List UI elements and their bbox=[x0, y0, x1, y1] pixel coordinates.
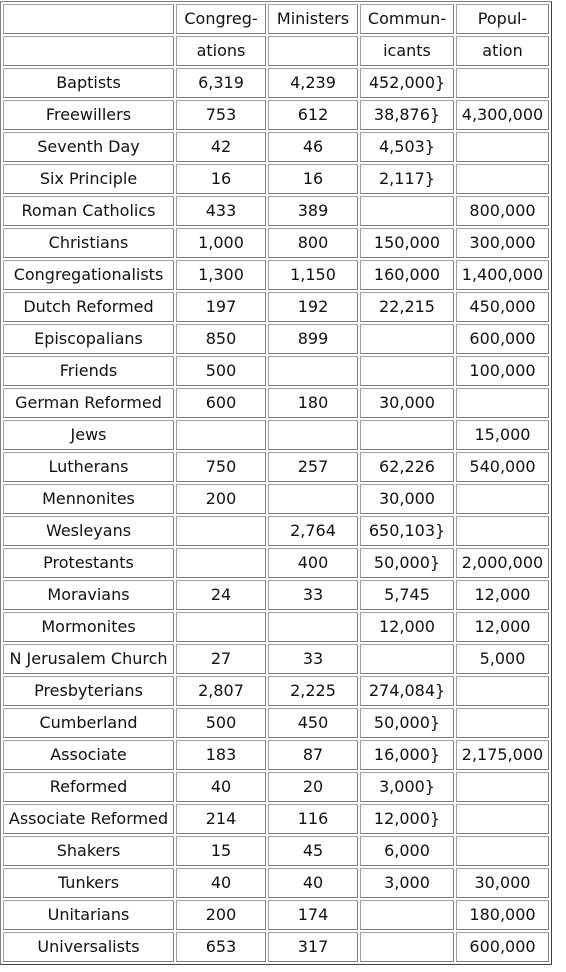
cell-population: 12,000 bbox=[456, 580, 549, 610]
cell-denomination: Moravians bbox=[3, 580, 174, 610]
cell-denomination: Presbyterians bbox=[3, 676, 174, 706]
cell-denomination: Tunkers bbox=[3, 868, 174, 898]
table-row bbox=[3, 388, 549, 418]
cell-population: 1,400,000 bbox=[456, 260, 549, 290]
cell-denomination: Seventh Day bbox=[3, 132, 174, 162]
cell-population: 100,000 bbox=[456, 356, 549, 386]
cell-population bbox=[456, 708, 549, 738]
cell-population: 540,000 bbox=[456, 452, 549, 482]
cell-ministers: 40 bbox=[268, 868, 358, 898]
cell-denomination: Shakers bbox=[3, 836, 174, 866]
cell-ministers: 174 bbox=[268, 900, 358, 930]
cell-communicants: 160,000 bbox=[360, 260, 454, 290]
cell-population bbox=[456, 836, 549, 866]
cell-ministers: 4,239 bbox=[268, 68, 358, 98]
cell-population: 2,000,000 bbox=[456, 548, 549, 578]
cell-communicants: 12,000 bbox=[360, 612, 454, 642]
header-cell-congregations: ations bbox=[176, 36, 266, 66]
cell-congregations: 197 bbox=[176, 292, 266, 322]
cell-ministers: 87 bbox=[268, 740, 358, 770]
table-row bbox=[3, 932, 549, 962]
cell-congregations: 42 bbox=[176, 132, 266, 162]
cell-population: 30,000 bbox=[456, 868, 549, 898]
cell-congregations: 24 bbox=[176, 580, 266, 610]
cell-ministers: 33 bbox=[268, 580, 358, 610]
table-row bbox=[3, 196, 549, 226]
cell-communicants: 50,000} bbox=[360, 548, 454, 578]
cell-population bbox=[456, 804, 549, 834]
cell-denomination: N Jerusalem Church bbox=[3, 644, 174, 674]
table-row bbox=[3, 324, 549, 354]
cell-congregations: 2,807 bbox=[176, 676, 266, 706]
cell-population: 4,300,000 bbox=[456, 100, 549, 130]
cell-denomination: Mormonites bbox=[3, 612, 174, 642]
cell-congregations: 40 bbox=[176, 868, 266, 898]
cell-congregations: 850 bbox=[176, 324, 266, 354]
cell-ministers: 899 bbox=[268, 324, 358, 354]
cell-denomination: Cumberland bbox=[3, 708, 174, 738]
cell-congregations: 500 bbox=[176, 708, 266, 738]
table-row bbox=[3, 228, 549, 258]
cell-denomination: Roman Catholics bbox=[3, 196, 174, 226]
cell-population bbox=[456, 516, 549, 546]
table-row bbox=[3, 356, 549, 386]
cell-ministers: 45 bbox=[268, 836, 358, 866]
table-row bbox=[3, 132, 549, 162]
cell-communicants: 650,103} bbox=[360, 516, 454, 546]
cell-congregations: 653 bbox=[176, 932, 266, 962]
cell-ministers: 192 bbox=[268, 292, 358, 322]
cell-communicants bbox=[360, 900, 454, 930]
cell-communicants: 62,226 bbox=[360, 452, 454, 482]
cell-denomination: Six Principle bbox=[3, 164, 174, 194]
table-row bbox=[3, 740, 549, 770]
table-row bbox=[3, 484, 549, 514]
cell-communicants bbox=[360, 644, 454, 674]
cell-communicants: 30,000 bbox=[360, 388, 454, 418]
cell-ministers bbox=[268, 484, 358, 514]
cell-population: 5,000 bbox=[456, 644, 549, 674]
table-row bbox=[3, 260, 549, 290]
table-row bbox=[3, 452, 549, 482]
cell-denomination: German Reformed bbox=[3, 388, 174, 418]
table-row bbox=[3, 644, 549, 674]
cell-ministers: 46 bbox=[268, 132, 358, 162]
cell-communicants bbox=[360, 196, 454, 226]
cell-communicants: 22,215 bbox=[360, 292, 454, 322]
table-row bbox=[3, 804, 549, 834]
cell-congregations: 16 bbox=[176, 164, 266, 194]
cell-congregations bbox=[176, 548, 266, 578]
cell-population: 12,000 bbox=[456, 612, 549, 642]
cell-denomination: Mennonites bbox=[3, 484, 174, 514]
cell-ministers: 2,225 bbox=[268, 676, 358, 706]
cell-ministers: 16 bbox=[268, 164, 358, 194]
cell-population bbox=[456, 132, 549, 162]
cell-population: 15,000 bbox=[456, 420, 549, 450]
cell-congregations: 200 bbox=[176, 484, 266, 514]
table-row bbox=[3, 772, 549, 802]
cell-population bbox=[456, 772, 549, 802]
cell-communicants: 30,000 bbox=[360, 484, 454, 514]
cell-communicants: 4,503} bbox=[360, 132, 454, 162]
cell-population bbox=[456, 388, 549, 418]
cell-denomination: Freewillers bbox=[3, 100, 174, 130]
cell-congregations: 750 bbox=[176, 452, 266, 482]
cell-denomination: Universalists bbox=[3, 932, 174, 962]
cell-population: 800,000 bbox=[456, 196, 549, 226]
cell-congregations: 27 bbox=[176, 644, 266, 674]
cell-ministers: 180 bbox=[268, 388, 358, 418]
cell-congregations: 214 bbox=[176, 804, 266, 834]
cell-ministers bbox=[268, 420, 358, 450]
table-row bbox=[3, 68, 549, 98]
cell-congregations: 183 bbox=[176, 740, 266, 770]
cell-congregations: 15 bbox=[176, 836, 266, 866]
table-row bbox=[3, 900, 549, 930]
cell-ministers: 2,764 bbox=[268, 516, 358, 546]
cell-population bbox=[456, 676, 549, 706]
cell-denomination: Associate Reformed bbox=[3, 804, 174, 834]
cell-population: 600,000 bbox=[456, 324, 549, 354]
cell-denomination: Protestants bbox=[3, 548, 174, 578]
cell-communicants: 150,000 bbox=[360, 228, 454, 258]
table-row bbox=[3, 164, 549, 194]
header-cell-population: Popul- bbox=[456, 4, 549, 34]
cell-population: 300,000 bbox=[456, 228, 549, 258]
table-body bbox=[3, 4, 549, 962]
cell-congregations: 600 bbox=[176, 388, 266, 418]
table-row bbox=[3, 612, 549, 642]
table-row bbox=[3, 580, 549, 610]
header-cell-ministers bbox=[268, 36, 358, 66]
cell-congregations: 500 bbox=[176, 356, 266, 386]
table-row bbox=[3, 836, 549, 866]
cell-population bbox=[456, 484, 549, 514]
cell-congregations: 753 bbox=[176, 100, 266, 130]
cell-denomination: Baptists bbox=[3, 68, 174, 98]
cell-denomination: Christians bbox=[3, 228, 174, 258]
cell-congregations: 6,319 bbox=[176, 68, 266, 98]
cell-population: 180,000 bbox=[456, 900, 549, 930]
header-row bbox=[3, 36, 549, 66]
cell-communicants: 2,117} bbox=[360, 164, 454, 194]
cell-denomination: Lutherans bbox=[3, 452, 174, 482]
cell-ministers: 389 bbox=[268, 196, 358, 226]
cell-congregations: 200 bbox=[176, 900, 266, 930]
cell-communicants bbox=[360, 420, 454, 450]
cell-ministers bbox=[268, 612, 358, 642]
cell-congregations: 1,300 bbox=[176, 260, 266, 290]
cell-ministers: 612 bbox=[268, 100, 358, 130]
cell-denomination: Jews bbox=[3, 420, 174, 450]
cell-denomination: Friends bbox=[3, 356, 174, 386]
cell-ministers: 400 bbox=[268, 548, 358, 578]
header-cell-communicants: icants bbox=[360, 36, 454, 66]
cell-communicants: 38,876} bbox=[360, 100, 454, 130]
cell-communicants bbox=[360, 324, 454, 354]
cell-communicants: 50,000} bbox=[360, 708, 454, 738]
cell-population: 600,000 bbox=[456, 932, 549, 962]
cell-communicants: 3,000} bbox=[360, 772, 454, 802]
table-row bbox=[3, 708, 549, 738]
table-row bbox=[3, 868, 549, 898]
table-row bbox=[3, 420, 549, 450]
table-container bbox=[0, 1, 552, 965]
table-row bbox=[3, 100, 549, 130]
table-row bbox=[3, 676, 549, 706]
cell-communicants bbox=[360, 356, 454, 386]
header-cell-denomination bbox=[3, 36, 174, 66]
cell-congregations: 1,000 bbox=[176, 228, 266, 258]
table-row bbox=[3, 292, 549, 322]
header-cell-ministers: Ministers bbox=[268, 4, 358, 34]
cell-ministers: 800 bbox=[268, 228, 358, 258]
cell-population bbox=[456, 68, 549, 98]
cell-ministers: 317 bbox=[268, 932, 358, 962]
cell-ministers: 116 bbox=[268, 804, 358, 834]
cell-denomination: Wesleyans bbox=[3, 516, 174, 546]
cell-ministers: 450 bbox=[268, 708, 358, 738]
cell-ministers: 257 bbox=[268, 452, 358, 482]
cell-congregations bbox=[176, 516, 266, 546]
cell-ministers: 33 bbox=[268, 644, 358, 674]
cell-ministers bbox=[268, 356, 358, 386]
cell-population bbox=[456, 164, 549, 194]
header-cell-communicants: Commun- bbox=[360, 4, 454, 34]
cell-communicants: 3,000 bbox=[360, 868, 454, 898]
header-cell-denomination bbox=[3, 4, 174, 34]
table-row bbox=[3, 516, 549, 546]
header-cell-population: ation bbox=[456, 36, 549, 66]
cell-communicants: 274,084} bbox=[360, 676, 454, 706]
cell-communicants: 6,000 bbox=[360, 836, 454, 866]
cell-denomination: Dutch Reformed bbox=[3, 292, 174, 322]
cell-denomination: Reformed bbox=[3, 772, 174, 802]
cell-congregations bbox=[176, 420, 266, 450]
cell-population: 2,175,000 bbox=[456, 740, 549, 770]
cell-communicants: 12,000} bbox=[360, 804, 454, 834]
cell-ministers: 20 bbox=[268, 772, 358, 802]
table-row bbox=[3, 548, 549, 578]
cell-congregations bbox=[176, 612, 266, 642]
cell-communicants: 16,000} bbox=[360, 740, 454, 770]
cell-denomination: Congregationalists bbox=[3, 260, 174, 290]
cell-communicants bbox=[360, 932, 454, 962]
cell-communicants: 452,000} bbox=[360, 68, 454, 98]
denominations-table bbox=[0, 1, 552, 965]
cell-congregations: 40 bbox=[176, 772, 266, 802]
cell-denomination: Associate bbox=[3, 740, 174, 770]
cell-communicants: 5,745 bbox=[360, 580, 454, 610]
cell-ministers: 1,150 bbox=[268, 260, 358, 290]
cell-congregations: 433 bbox=[176, 196, 266, 226]
header-row bbox=[3, 4, 549, 34]
cell-population: 450,000 bbox=[456, 292, 549, 322]
cell-denomination: Unitarians bbox=[3, 900, 174, 930]
header-cell-congregations: Congreg- bbox=[176, 4, 266, 34]
cell-denomination: Episcopalians bbox=[3, 324, 174, 354]
